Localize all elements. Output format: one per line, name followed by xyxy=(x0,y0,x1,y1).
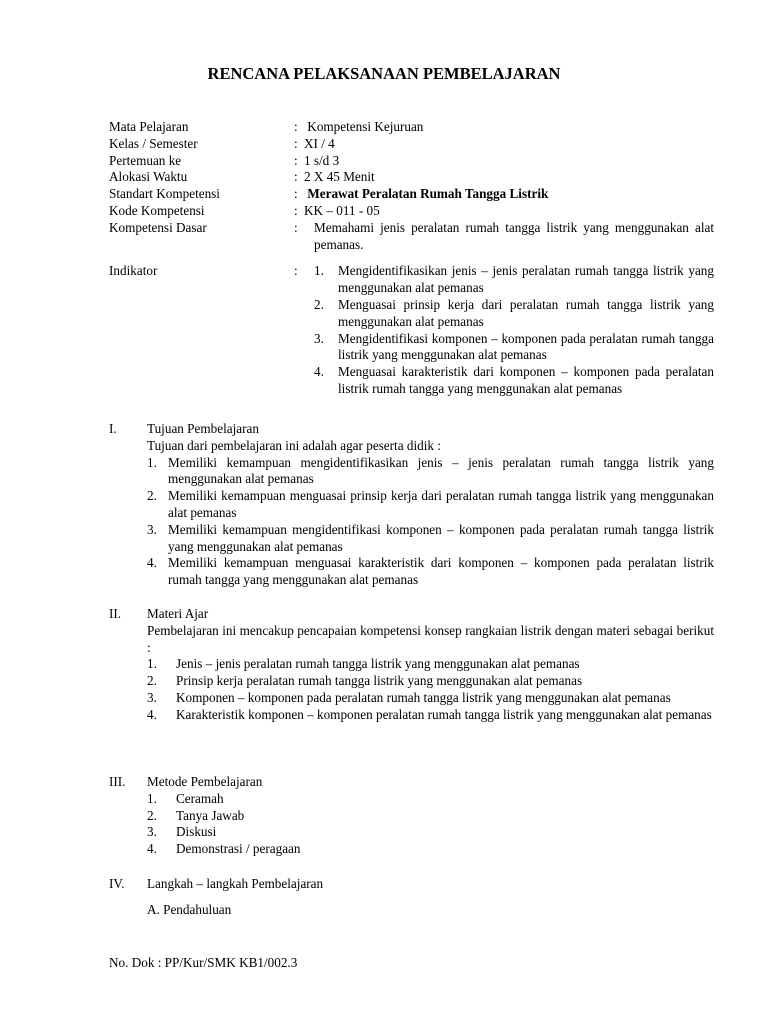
item-text: Prinsip kerja peralatan rumah tangga listrik yang menggunakan alat pemanas xyxy=(176,673,583,689)
info-value: 2 X 45 Menit xyxy=(304,169,375,185)
section-number: II. xyxy=(109,606,122,621)
item-number: 3. xyxy=(314,330,324,346)
colon: : xyxy=(294,152,298,168)
page-title: RENCANA PELAKSANAAN PEMBELAJARAN xyxy=(207,64,561,83)
info-table xyxy=(109,119,714,398)
item-text: Mengidentifikasi komponen – komponen pada peralatan rumah tangga listrik yang menggunakan alat pemanas xyxy=(338,330,714,363)
section-number: III. xyxy=(109,774,126,789)
item-text: Menguasai karakteristik dari komponen – komponen pada peralatan listrik rumah tangga yang menggunakan alat pemanas xyxy=(338,364,714,396)
section-intro: Pembelajaran ini mencakup pencapaian kompetensi konsep rangkaian listrik dengan materi sebagai berikut : xyxy=(147,622,714,655)
item-number: 1. xyxy=(147,656,157,672)
section-title: Metode Pembelajaran xyxy=(147,774,263,789)
list-item xyxy=(147,824,714,841)
section-body xyxy=(109,791,714,858)
list-item xyxy=(304,331,714,365)
colon: : xyxy=(294,186,298,202)
colon: : xyxy=(294,263,298,279)
list-item xyxy=(147,488,714,522)
item-number: 4. xyxy=(314,364,324,380)
item-number: 2. xyxy=(147,488,157,504)
section-title: Langkah – langkah Pembelajaran xyxy=(147,876,324,891)
info-label: Mata Pelajaran xyxy=(109,119,189,134)
item-number: 3. xyxy=(147,689,157,705)
colon: : xyxy=(294,119,298,134)
metode-list xyxy=(147,791,714,858)
item-text: Demonstrasi / peragaan xyxy=(176,841,301,857)
info-label: Pertemuan ke xyxy=(109,152,182,168)
info-value: KK – 011 - 05 xyxy=(304,202,380,218)
item-number: 4. xyxy=(147,841,157,857)
section-heading xyxy=(109,876,714,893)
item-number: 1. xyxy=(147,454,157,470)
item-text: Komponen – komponen pada peralatan rumah tangga listrik yang menggunakan alat pemanas xyxy=(176,689,671,705)
item-text: Ceramah xyxy=(176,790,224,806)
info-row-mata-pelajaran xyxy=(109,119,714,136)
item-text: Karakteristik komponen – komponen peralatan rumah tangga listrik yang menggunakan alat pemanas xyxy=(176,706,712,722)
section-intro: Tujuan dari pembelajaran ini adalah agar peserta didik : xyxy=(147,437,441,453)
list-item xyxy=(147,808,714,825)
item-number: 1. xyxy=(147,790,157,806)
info-value: 1 s/d 3 xyxy=(304,152,340,168)
info-row-standart xyxy=(109,186,714,203)
section-tujuan xyxy=(109,421,714,589)
info-row-pertemuan xyxy=(109,153,714,170)
section-title: Tujuan Pembelajaran xyxy=(147,421,259,436)
item-text: Memiliki kemampuan menguasai karakteristik dari komponen – komponen pada peralatan listrik rumah tangga yang menggunakan alat pemanas xyxy=(168,555,714,588)
colon: : xyxy=(294,202,298,218)
section-langkah xyxy=(109,876,714,919)
info-value: XI / 4 xyxy=(304,135,335,151)
item-text: Memiliki kemampuan mengidentifikasikan jenis – jenis peralatan rumah tangga listrik yang menggunakan alat pemanas xyxy=(168,454,714,487)
item-text: Memiliki kemampuan mengidentifikasi komponen – komponen pada peralatan rumah tangga listrik yang menggunakan alat pemanas xyxy=(168,521,714,554)
item-text: Mengidentifikasikan jenis – jenis peralatan rumah tangga listrik yang menggunakan alat pemanas xyxy=(338,263,714,296)
section-title: Materi Ajar xyxy=(147,606,209,621)
section-heading xyxy=(109,774,714,791)
info-row-indikator xyxy=(109,263,714,397)
info-row-kode xyxy=(109,203,714,220)
list-item xyxy=(147,690,714,707)
info-row-alokasi xyxy=(109,169,714,186)
item-text: Tanya Jawab xyxy=(176,807,245,823)
list-item xyxy=(147,673,714,690)
item-number: 3. xyxy=(147,521,157,537)
info-label: Indikator xyxy=(109,263,158,279)
item-number: 3. xyxy=(147,824,157,840)
section-materi xyxy=(109,606,714,724)
list-item xyxy=(147,455,714,489)
list-item xyxy=(147,707,714,724)
info-value-bold: Merawat Peralatan Rumah Tangga Listrik xyxy=(307,186,549,202)
subsection-title: A. Pendahuluan xyxy=(147,901,232,917)
item-number: 2. xyxy=(147,673,157,689)
info-label: Alokasi Waktu xyxy=(109,169,188,185)
list-item xyxy=(304,297,714,331)
list-item xyxy=(304,263,714,297)
section-body xyxy=(109,902,714,919)
item-text: Diskusi xyxy=(176,824,217,840)
section-heading xyxy=(109,421,714,438)
document-number: No. Dok : PP/Kur/SMK KB1/002.3 xyxy=(109,955,298,970)
item-number: 4. xyxy=(147,555,157,571)
item-number: 2. xyxy=(147,807,157,823)
info-value xyxy=(304,119,714,136)
info-value xyxy=(304,186,714,203)
colon: : xyxy=(294,169,298,185)
section-body xyxy=(109,438,714,589)
list-item xyxy=(147,791,714,808)
list-item xyxy=(147,555,714,589)
item-text: Menguasai prinsip kerja dari peralatan rumah tangga listrik yang menggunakan alat pemanas xyxy=(338,296,714,329)
info-row-kelas xyxy=(109,136,714,153)
section-heading xyxy=(109,606,714,623)
materi-list xyxy=(147,656,714,723)
item-number: 2. xyxy=(314,296,324,312)
colon: : xyxy=(294,219,298,235)
item-text: Jenis – jenis peralatan rumah tangga listrik yang menggunakan alat pemanas xyxy=(176,656,580,672)
item-text: Memiliki kemampuan menguasai prinsip kerja dari peralatan rumah tangga listrik yang menggunakan alat pemanas xyxy=(168,488,714,520)
indikator-list xyxy=(304,263,714,397)
tujuan-list xyxy=(147,455,714,589)
list-item xyxy=(147,841,714,858)
info-value-text: Kompetensi Kejuruan xyxy=(307,119,424,134)
info-row-dasar xyxy=(109,220,714,254)
colon: : xyxy=(294,135,298,151)
section-number: IV. xyxy=(109,876,125,891)
section-body xyxy=(109,623,714,724)
info-label: Kode Kompetensi xyxy=(109,202,205,218)
info-value: Memahami jenis peralatan rumah tangga listrik yang menggunakan alat pemanas. xyxy=(314,219,714,252)
indikator-list-wrap xyxy=(304,263,714,397)
info-label: Kelas / Semester xyxy=(109,135,198,151)
info-label: Kompetensi Dasar xyxy=(109,219,207,235)
item-number: 4. xyxy=(147,706,157,722)
item-number: 1. xyxy=(314,263,324,279)
section-metode xyxy=(109,774,714,858)
section-number: I. xyxy=(109,421,117,436)
list-item xyxy=(147,522,714,556)
info-label: Standart Kompetensi xyxy=(109,186,220,202)
list-item xyxy=(147,656,714,673)
list-item xyxy=(304,364,714,398)
